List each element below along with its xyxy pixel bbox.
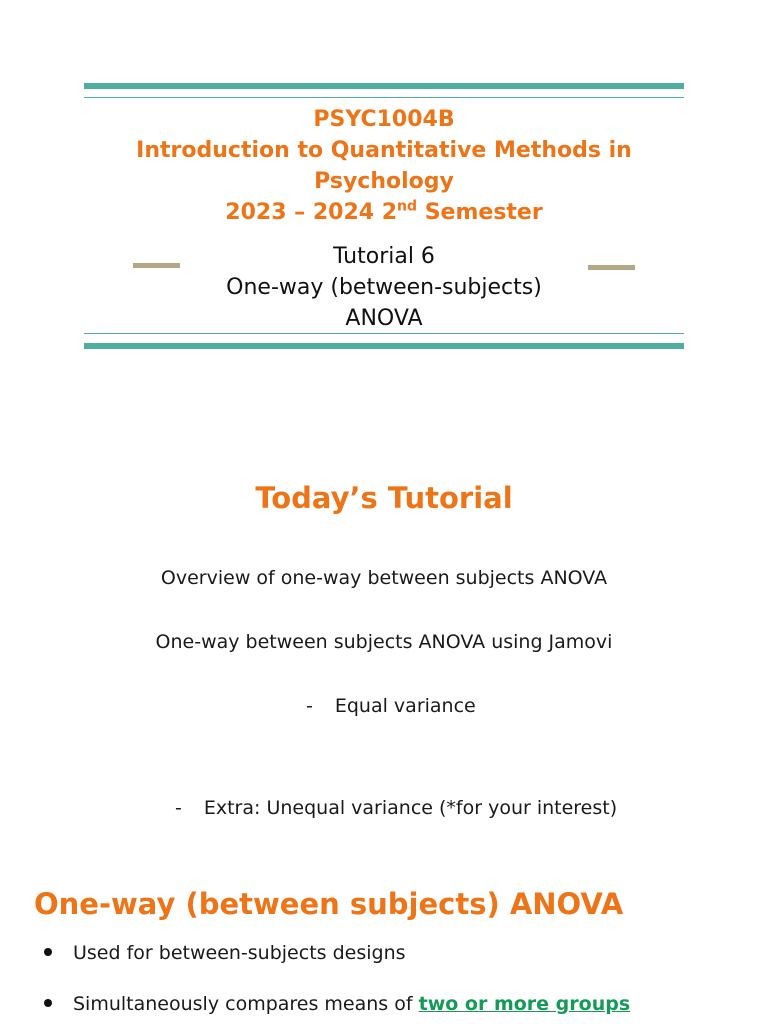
sub-item-label: Equal variance: [334, 695, 476, 717]
subtitle-line3: ANOVA: [345, 306, 423, 331]
term-superscript: nd: [397, 198, 418, 215]
list-item: [44, 992, 630, 1016]
two-or-more-groups-link[interactable]: two or more groups: [418, 993, 631, 1015]
anova-section-heading: One-way (between subjects) ANOVA: [34, 887, 624, 921]
dash-marker: -: [306, 695, 313, 717]
course-title-line1: Introduction to Quantitative Methods in: [136, 138, 632, 163]
term-line: [0, 197, 768, 228]
bottom-thick-rule: [84, 343, 684, 349]
top-thick-rule: [84, 83, 684, 89]
list-item: [44, 941, 406, 965]
bullet-text: Used for between-subjects designs: [73, 942, 406, 964]
tutorial-item-jamovi: One-way between subjects ANOVA using Jamovi: [155, 631, 613, 653]
bullet-icon: [44, 948, 52, 956]
todays-tutorial-heading: Today’s Tutorial: [255, 481, 513, 515]
course-title-line2: Psychology: [314, 169, 454, 194]
term-prefix: 2023 – 2024 2: [225, 200, 398, 225]
course-code: PSYC1004B: [313, 107, 455, 132]
subtitle-line2: One-way (between-subjects): [226, 275, 542, 300]
top-thin-rule: [84, 97, 684, 98]
sub-item-label: Extra: Unequal variance (*for your interest): [203, 797, 618, 819]
subtitle-line1: Tutorial 6: [333, 244, 435, 269]
sub-item-equal-variance: [306, 694, 476, 718]
dash-marker: -: [175, 797, 182, 819]
term-suffix: Semester: [417, 200, 543, 225]
tutorial-item-overview: Overview of one-way between subjects ANOVA: [160, 567, 608, 589]
sub-item-unequal-variance: [175, 796, 617, 820]
bottom-thin-rule: [84, 333, 684, 334]
bullet-icon: [44, 999, 52, 1007]
bullet-text: Simultaneously compares means of: [73, 993, 419, 1015]
